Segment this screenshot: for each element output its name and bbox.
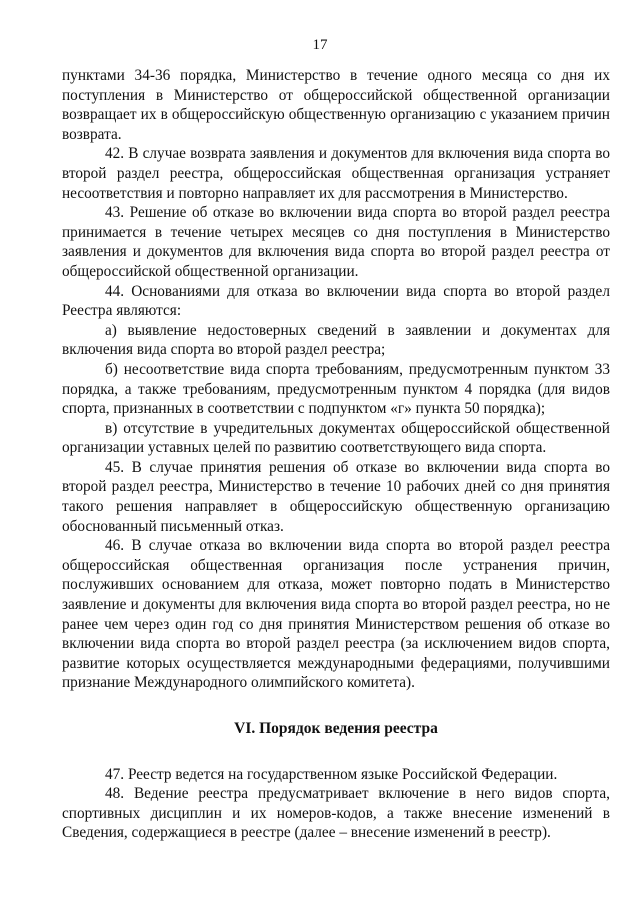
document-body: [62, 66, 610, 843]
paragraph: б) несоответствие вида спорта требованиям, предусмотренным пунктом 33 порядка, а также требованиям, предусмотренным пунктом 4 порядка (для видов спорта, признанных в соответствии с подпунктом «г» пункта 50 порядка);: [62, 360, 610, 418]
paragraph: 46. В случае отказа во включении вида спорта во второй раздел реестра общероссийская общественная организация после устранения причин, послуживших основанием для отказа, может повторно подать в Министерство заявление и документы для включения вида спорта во второй раздел реестра, но не ранее чем через один год со дня принятия Министерством решения об отказе во включении вида спорта во второй раздел реестра (за исключением видов спорта, развитие которых осуществляется международными федерациями, получившими признание Международного олимпийского комитета).: [62, 537, 610, 692]
paragraph: в) отсутствие в учредительных документах общероссийской общественной организации уставных целей по развитию соответствующего вида спорта.: [62, 419, 610, 457]
paragraph: 47. Реестр ведется на государственном языке Российской Федерации.: [105, 765, 558, 783]
section-heading: VI. Порядок ведения реестра: [234, 720, 438, 737]
paragraphs-before-heading: [62, 66, 610, 693]
paragraph: 43. Решение об отказе во включении вида спорта во второй раздел реестра принимается в течение четырех месяцев со дня поступления в Министерство заявления и документов для включения вида спорта во второй раздел реестра от общероссийской общественной организации.: [62, 204, 610, 280]
paragraph: а) выявление недостоверных сведений в заявлении и документах для включения вида спорта во второй раздел реестра;: [62, 321, 610, 359]
paragraph: 48. Ведение реестра предусматривает включение в него видов спорта, спортивных дисциплин и их номеров-кодов, а также внесение изменений в Сведения, содержащиеся в реестре (далее – внесение изменений в реестр).: [62, 785, 610, 842]
paragraph: 45. В случае принятия решения об отказе во включении вида спорта во второй раздел реестра, Министерство в течение 10 рабочих дней со дня принятия такого решения направляет в общероссийскую общественную организацию обоснованный письменный отказ.: [62, 458, 610, 535]
paragraph: 42. В случае возврата заявления и документов для включения вида спорта во второй раздел реестра, общероссийская общественная организация устраняет несоответствия и повторно направляет их для рассмотрения в Министерство.: [62, 145, 610, 202]
paragraph: пунктами 34-36 порядка, Министерство в течение одного месяца со дня их поступления в Министерство от общероссийской общественной организации возвращает их в общероссийскую общественную организацию с указанием причин возврата.: [62, 67, 610, 143]
paragraphs-after-heading: [62, 765, 610, 843]
page-number: 17: [312, 37, 328, 53]
paragraph: 44. Основаниями для отказа во включении вида спорта во второй раздел Реестра являются:: [62, 282, 610, 320]
